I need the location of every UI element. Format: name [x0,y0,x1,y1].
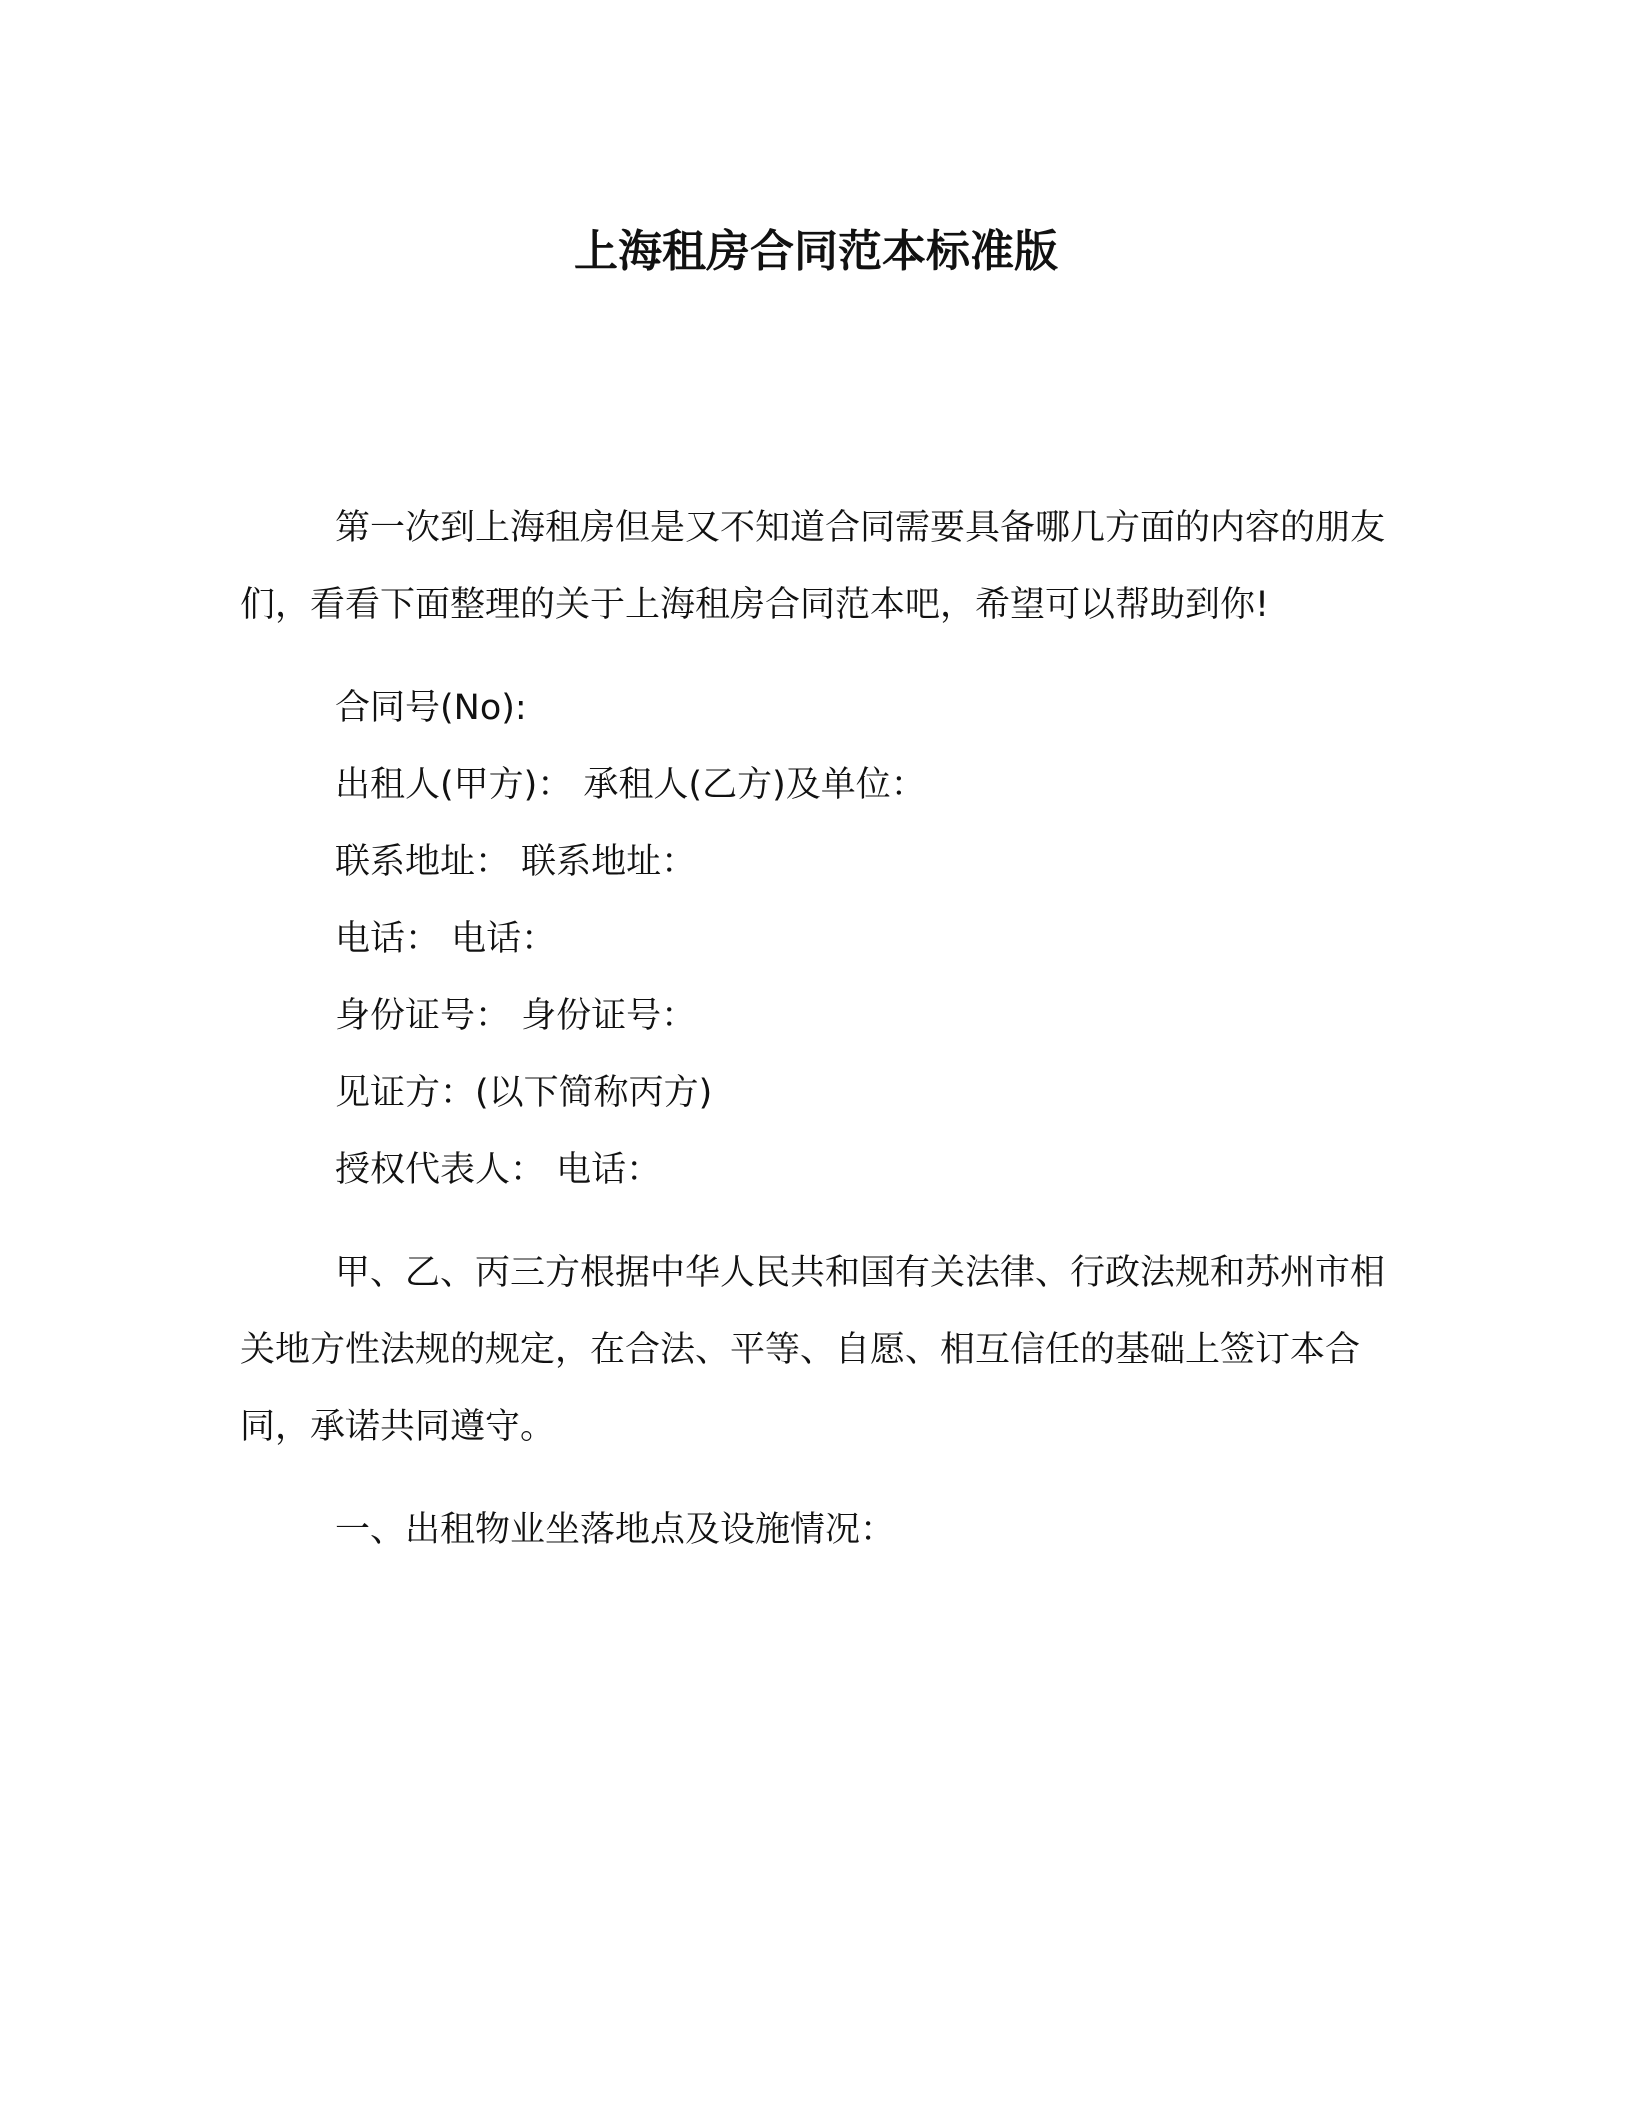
field-witness: 见证方：(以下简称丙方) [335,1073,713,1113]
document-body [240,490,1390,1569]
field-authorized-representative: 授权代表人： 电话： [335,1150,662,1190]
field-lessor-lessee: 出租人(甲方)： 承租人(乙方)及单位： [335,765,926,805]
section-heading-1: 一、出租物业坐落地点及设施情况： [335,1510,896,1550]
intro-paragraph: 第一次到上海租房但是又不知道合同需要具备哪几方面的内容的朋友们，看看下面整理的关于上海租房合同范本吧，希望可以帮助到你! [240,508,1386,625]
document-title: 上海租房合同范本标准版 [574,226,1058,277]
field-id-number: 身份证号： 身份证号： [335,996,697,1036]
agreement-paragraph: 甲、乙、丙三方根据中华人民共和国有关法律、行政法规和苏州市相关地方性法规的规定，在合法、平等、自愿、相互信任的基础上签订本合同，承诺共同遵守。 [240,1253,1386,1447]
field-contract-number: 合同号(No): [335,688,527,728]
field-phone: 电话： 电话： [335,919,557,959]
field-address: 联系地址： 联系地址： [335,842,697,882]
